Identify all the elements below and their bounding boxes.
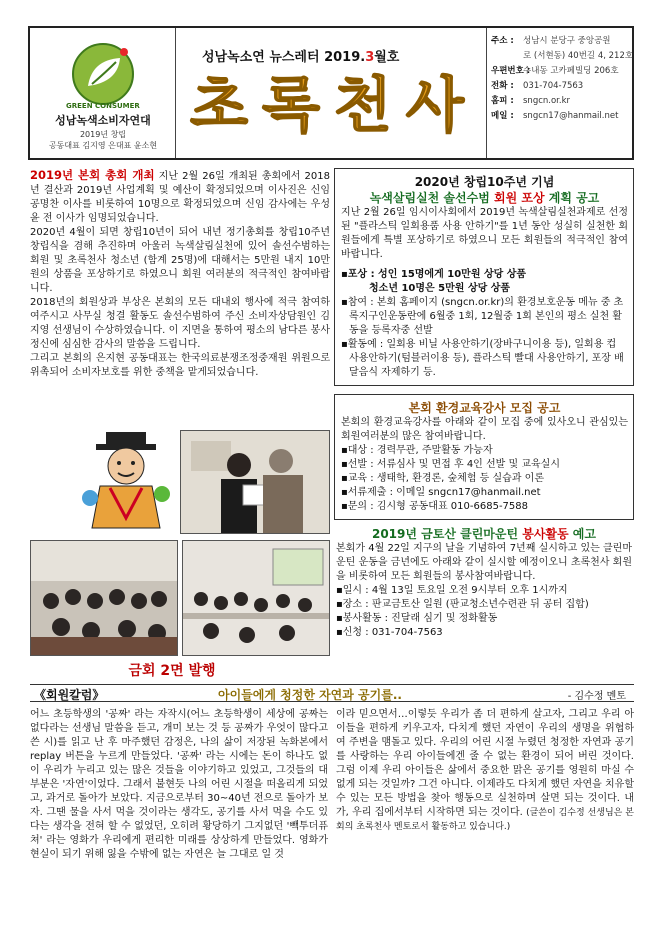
column-title: 아이들에게 청정한 자연과 공기를.. (218, 688, 402, 702)
org-name: 성남녹색소비자연대 (55, 114, 151, 127)
column-author: - 김수정 멘토 (567, 691, 626, 702)
logo-text: GREEN CONSUMER (66, 102, 140, 110)
green-consumer-logo (62, 34, 144, 112)
org-founded: 2019년 창립 (79, 130, 127, 139)
recruit-item: ▪대상 : 경력무관, 주말활동 가능자 (341, 445, 493, 456)
volunteer-item: ▪봉사활동 : 진달래 심기 및 정화활동 (336, 613, 498, 624)
article-general-meeting: 2019년 본회 총회 개최 지난 2월 26일 개최된 총회에서 2018년 결산과 2019년 사업계획 및 예산이 확정되었으며 이사진은 신임 공명찬 이사를 비롯하여 10명으로 확정되었으며 신임 감사에는 우성윤 전 이사가 임명되었습니다. (30, 168, 330, 224)
notice-item: ▪활동예 : 일회용 비닐 사용안하기(장바구니이용 등), 일회용 컵 사용안하기(텀블러이용 등), 플라스틱 빨대 사용안하기, 포장 배달음식 자제하기 등. (341, 339, 624, 378)
notice-subtitle: 녹색살림실천 솔선수범 회원 포상 계획 공고 (369, 191, 600, 205)
recruit-item: ▪문의 : 김시형 공동대표 010-6685-7588 (341, 501, 529, 512)
recruit-title: 본회 환경교육강사 모집 공고 (408, 401, 561, 415)
instructor-recruit-notice (334, 394, 634, 520)
notice-body: 지난 2월 26일 임시이사회에서 2019년 녹색살림실천과제로 선정된 "플라스틱 일회용품 사용 안하기"를 1년 동안 성실히 실천한 회원들에게 특별 포상하기로 하였으니 모든 회원들의 적극적인 참여바랍니다. (341, 207, 628, 260)
volunteer-item: ▪일시 : 4월 13일 토요일 오전 9시부터 오후 1시까지 (336, 585, 568, 596)
info-phone: 전화 : 031-704-7563 (491, 81, 584, 91)
info-address: 주소 : 성남시 분당구 중앙공원 (491, 36, 611, 46)
notice-item: ▪참여 : 본회 홈페이지 (sngcn.or.kr)의 환경보호운동 메뉴 중 초록지구인운동란에 6월중 1회, 12월중 1회 본인의 평소 실천 활동을 등록자중 선발 (341, 297, 624, 336)
info-homepage: 홈피 : sngcn.or.kr (491, 96, 571, 106)
meeting-photo-1 (30, 540, 178, 656)
contact-info (486, 28, 632, 158)
newsletter-issue: 성남녹소연 뉴스레터 2019.3월호 (202, 50, 400, 65)
logo-area (30, 28, 176, 158)
mascot-illustration (70, 428, 180, 532)
article-paragraph: 그리고 본회의 은지현 공동대표는 한국의료분쟁조정중재원 위원으로 위촉되어 소비자보호를 위한 중책을 맡게되었습니다. (30, 353, 330, 378)
article-paragraph: 2018년의 회원상과 부상은 본회의 모든 대내외 행사에 적극 참여하여주시고 사무실 청결 활동도 솔선수범하여 주신 소비자상담원인 김지영 선생님이 수상하였습니다. 이 지면을 통하여 평소의 남다른 봉사정신에 심심한 감사의 말씀을 드립니다. (30, 297, 330, 350)
info-email: 메일 : sngcn17@hanmail.net (491, 111, 619, 121)
article-paragraph: 2020년 4월이 되면 창립10년이 되어 내년 정기총회를 창립10주년 창립식을 겸해 추진하며 아울러 녹색살림실천에 있어 솔선수범하는 회원 및 초록천사 청소년 (함계 25명)에 대해서는 5만원 내지 10만원의 상품을 포상하기로 하였으니 회원 여러분의 적극적인 참여바랍니다. (30, 227, 330, 294)
volunteer-item: ▪신청 : 031-704-7563 (336, 627, 443, 638)
volunteer-title: 2019년 금토산 클린마운틴 봉사활동 예고 (371, 527, 596, 541)
clean-mountain-notice (334, 526, 634, 640)
volunteer-item: ▪장소 : 판교금토산 일원 (판교청소년수련관 뒤 공터 집합) (336, 599, 589, 610)
recruit-item: ▪서류제출 : 이메일 sngcn17@hanmail.net (341, 487, 541, 498)
org-sub (30, 129, 176, 151)
recruit-item: ▪교육 : 생태학, 환경론, 숲체험 등 실습과 이론 (341, 473, 544, 484)
recruit-body: 본회의 환경교육강사를 아래와 같이 모집 중에 있사오니 관심있는 회원여러분의 많은 참여바랍니다. (341, 417, 628, 442)
notice-item: 청소년 10명은 5만원 상당 상품 (369, 283, 511, 294)
newsletter-title: 초록천사 (190, 71, 478, 141)
photo-collage (30, 428, 330, 658)
notice-item: ▪포상 : 성인 15명에게 10만원 상당 상품 (341, 269, 527, 280)
left-column (30, 168, 330, 380)
masthead (28, 26, 634, 160)
column-text-right: 이라 믿으면서…이렇듯 우리가 좀 더 편하게 살고자, 그리고 우리 아이들을 편하게 키우고자, 다치게 했던 자연이 우리의 생명을 위협하여 주변을 맴돌고 있다. 우리의 어린 시절 누렸던 청정한 자연과 공기를 사랑하는 우리 아이들에겐 줄 수 없는 환경이 되어 버린 것이다. 그럼 이제 우리 아이들은 삶에서 중요한 맑은 공기를 영원히 마실 수 없게 되는 것일까? 그건 아니다. 이제라도 다치게 했던 자연을 치유할 수 있는 모든 방법을 찾아 행동으로 실천하며 살면 되는 것이다. 내가, 우리 집에서부터 시작하면 되는 것이다. (글쓴이 김수정 선생님은 본회의 초록천사 멘토로서 활동하고 있습니다.) (336, 709, 634, 832)
meeting-photo-2 (182, 540, 330, 656)
member-column-header (30, 684, 634, 702)
photo-caption: 금회 2면 발행 (128, 663, 216, 679)
column-label: 《회원칼럼》 (34, 688, 105, 702)
volunteer-body: 본회가 4월 22일 지구의 날을 기념하여 7년째 실시하고 있는 클린마운틴 운동을 금년에도 아래와 같이 실시할 예정이오니 초록천사 회원을 비롯하여 모든 회원들의 봉사참여바랍니다. (336, 543, 632, 582)
info-address-2: 로 (서현동) 40번길 4, 212호 (523, 51, 634, 61)
info-postal: 우편번호 : 수내동 고카페빌딩 206호 (491, 66, 619, 76)
award-plan-notice (334, 168, 634, 386)
column-text-left: 어느 초등학생의 '공짜' 라는 자작시(어느 초등학생이 세상에 공짜는 없다라는 선생님 말씀을 듣고, 개미 보는 것 등 공짜가 우엇이 많다고 쓴 시)를 읽고 난 후 마주했던 감정은, 나의 삶이 저장된 녹화본에서 replay 버튼을 누르게 만들었다. '공짜' 라는 시에는 돈이 하나도 없이 우리가 누리고 있는 많은 것들을 이야기하고 있었고, 그것들의 대부분은 '자연'이었다. 그래서 불현듯 나의 어린 시절을 떠올리게 되었고, 과거로 돌아가 보았다. 지금으로부터 30~40년 전으로 돌아가 보자. 그땐 물을 사서 먹을 것이라는 생각도, 공기를 사서 먹을 수도 있다는 생각을 전혀 할 수 없었던, 오히려 황당하기 그지없던 '빽투더퓨쳐' 라는 영화가 우리에게 편리한 미래를 상상하게 만들었다. 영화가 현실이 되기 위해 잃을 수밖에 없는 자연은 늘 그대로 일 것 (30, 709, 328, 860)
award-photo (180, 430, 330, 534)
org-leaders: 공동대표 김지영 은대표 윤소현 (48, 141, 158, 150)
recruit-item: ▪선발 : 서류심사 및 면접 후 4인 선발 및 교육실시 (341, 459, 560, 470)
column-author-note: (글쓴이 김수정 선생님은 본회의 초록천사 멘토로서 활동하고 있습니다.) (336, 808, 634, 832)
right-column (334, 168, 634, 640)
notice-title: 2020년 창립10주년 기념 (414, 175, 555, 189)
